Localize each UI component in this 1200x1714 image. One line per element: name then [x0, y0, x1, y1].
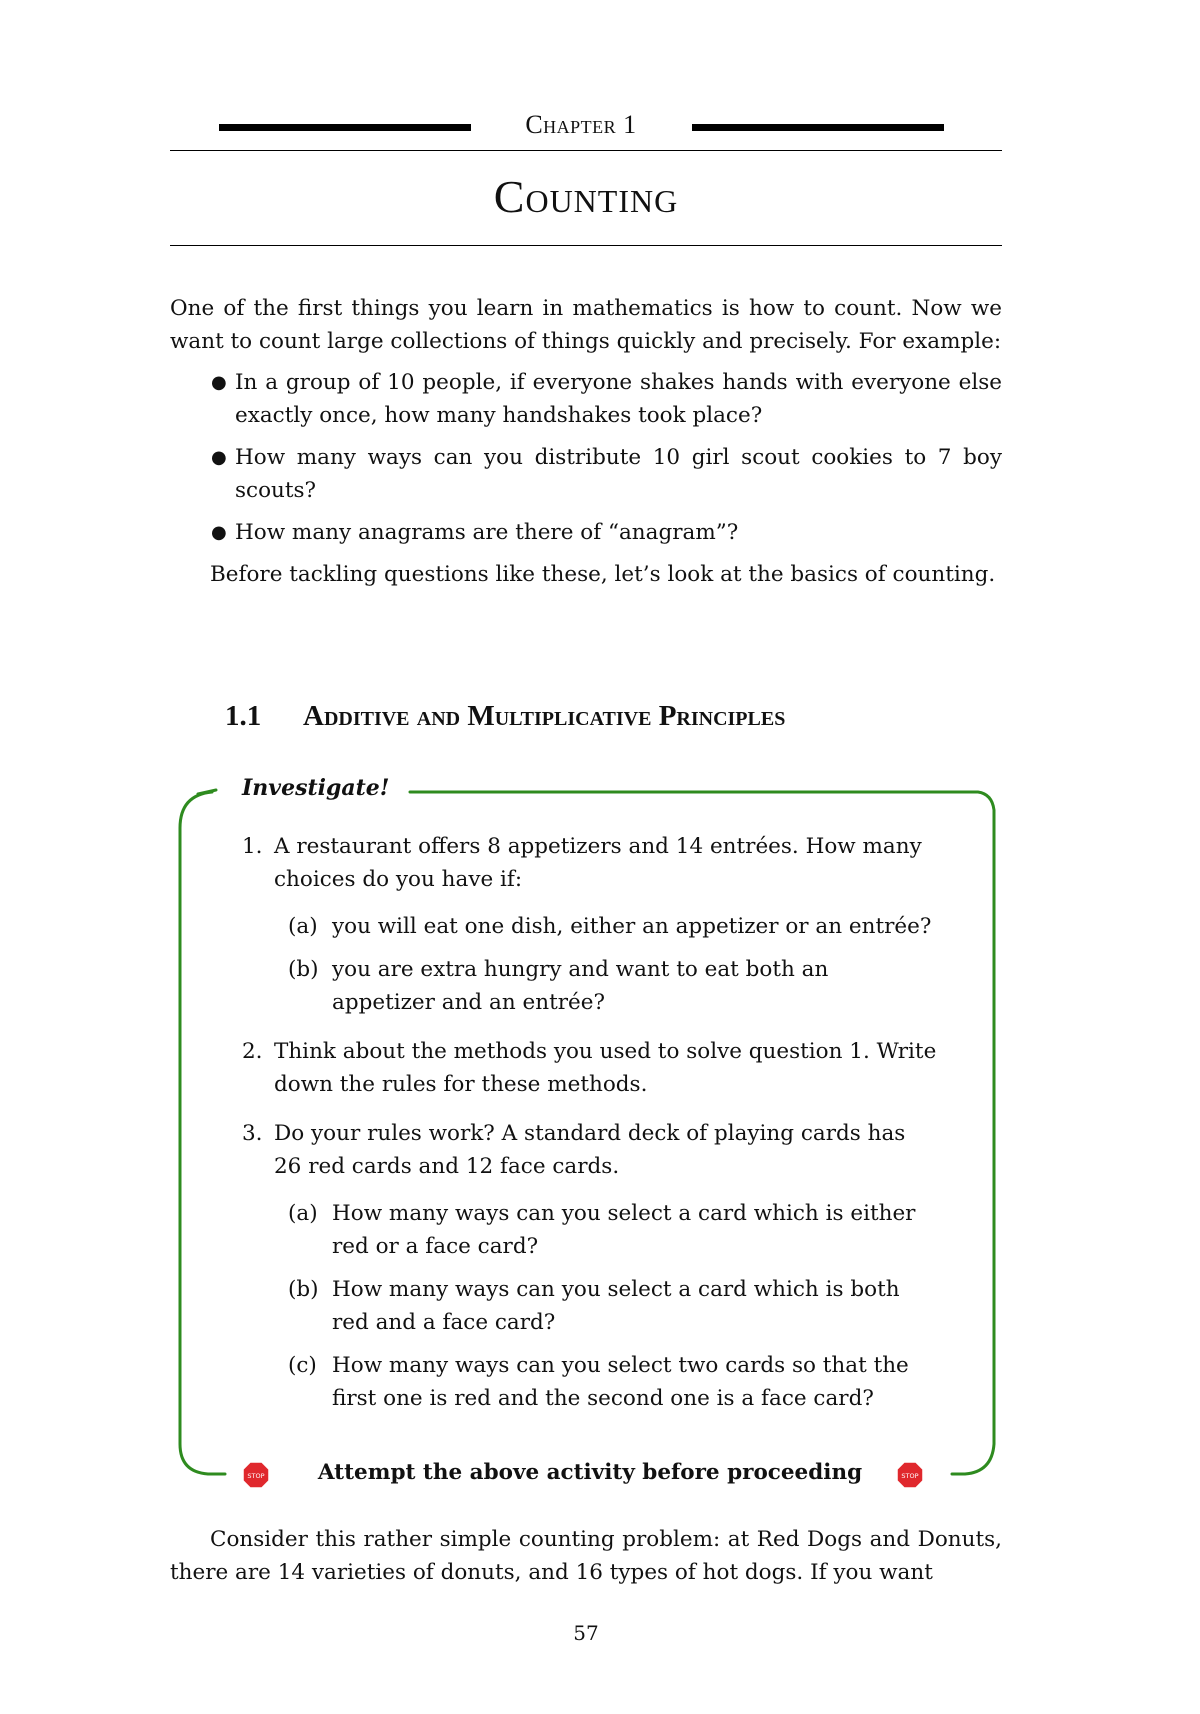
question-item: 2. Think about the methods you used to solve question 1. Write down the rules for these methods. [242, 1039, 937, 1097]
subquestion-item: (b) you are extra hungry and want to eat both an appetizer and an entrée? [288, 957, 829, 1015]
subquestion-list [274, 1197, 938, 1415]
subquestion-item: (a) you will eat one dish, either an appetizer or an entrée? [288, 914, 932, 939]
question-item: 3. Do your rules work? A standard deck of playing cards has 26 red cards and 12 face cards. (a) How many ways can you select a card which is either red or a face card? (b) How many ways can you select a card which is both red and a face card? (c) How many ways can you select two cards so that the first one is red and the second one is a face card? [230, 1117, 938, 1415]
frame-top-left [180, 792, 225, 1474]
stop-sign-text: STOP [247, 1472, 265, 1480]
bullet-icon: ● [211, 372, 227, 393]
subquestion-item: (c) How many ways can you select two cards so that the first one is red and the second one is a face card? [288, 1353, 909, 1411]
chapter-label: Chapter 1 [525, 110, 637, 139]
subquestion-item: (b) How many ways can you select a card which is both red and a face card? [288, 1277, 900, 1335]
subquestion-list [274, 910, 938, 1019]
section-title: Additive and Multiplicative Principles [303, 700, 786, 732]
question-list [230, 830, 938, 1415]
intro-closing: Before tackling questions like these, let’s look at the basics of counting. [210, 562, 996, 587]
stop-sign-text: STOP [901, 1472, 919, 1480]
question-item: 1. A restaurant offers 8 appetizers and 14 entrées. How many choices do you have if: (a) you will eat one dish, either an appetizer or an entrée? (b) you are extra hungry and want to eat both an appetizer and an entrée? [230, 830, 938, 1019]
subquestion-item: (a) How many ways can you select a card which is either red or a face card? [288, 1201, 916, 1259]
bullet-icon: ● [211, 522, 227, 543]
body-paragraph: Consider this rather simple counting problem: at Red Dogs and Donuts, there are 14 varieties of donuts, and 16 types of hot dogs. If you want [170, 1527, 1002, 1585]
investigate-content [230, 830, 938, 1431]
bullet-item: ● How many anagrams are there of “anagram”? [170, 516, 1002, 549]
bullet-item: ● How many ways can you distribute 10 girl scout cookies to 7 boy scouts? [170, 441, 1002, 507]
frame-top-tick [198, 790, 216, 794]
chapter-title: Counting [493, 171, 679, 222]
page-number: 57 [573, 1621, 599, 1645]
investigate-label: Investigate! [236, 775, 395, 801]
bullet-icon: ● [211, 447, 227, 468]
attempt-notice: Attempt the above activity before proceeding [317, 1460, 863, 1485]
stop-sign-icon [242, 1461, 270, 1489]
bullet-item: ● In a group of 10 people, if everyone shakes hands with everyone else exactly once, how many handshakes took place? [170, 366, 1002, 432]
section-number: 1.1 [225, 700, 262, 732]
stop-sign-icon [896, 1461, 924, 1489]
intro-paragraph: One of the first things you learn in mathematics is how to count. Now we want to count large collections of things quickly and precisely. For example: [170, 296, 1002, 354]
body-paragraph-block [170, 1523, 1002, 1589]
